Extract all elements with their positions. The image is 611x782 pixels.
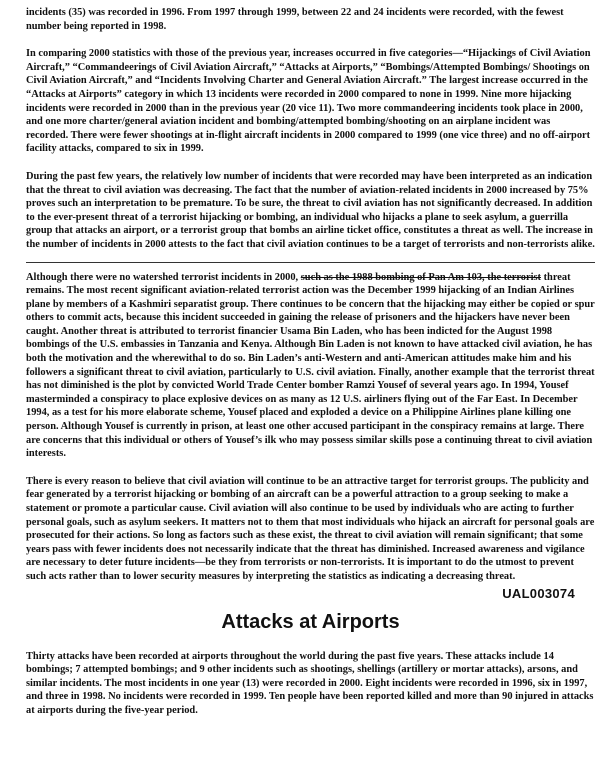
section-heading: Attacks at Airports bbox=[221, 610, 400, 633]
struck-through-text: such as the 1988 bombing of Pan Am 103, the terrorist bbox=[300, 271, 541, 283]
document-id: UAL003074 bbox=[502, 585, 575, 601]
paragraph-terrorist-threat-start: Although there were no watershed terrorist incidents in 2000, bbox=[26, 271, 301, 283]
divider-line bbox=[26, 262, 595, 263]
paragraph-airport-attacks: Thirty attacks have been recorded at airports throughout the world during the past five years. These attacks include 14 bombings; 7 attempted bombings; and 9 other incidents such as shootings, shellings (artillery or mortar attacks), arsons, and similar incidents. The most incidents in one year (13) were recorded in 2000. Eight incidents were recorded in 1996, six in 1997, and three in 1998. No incidents were recorded in 1999. Ten people have been reported killed and more than 90 injured in attacks at airports during the five-year period. bbox=[26, 650, 594, 716]
paragraph-threat-interpretation: During the past few years, the relatively low number of incidents that were recorded may have been interpreted as an indication that the threat to civil aviation was decreasing. The fact that the number of aviation-related incidents in 2000 increased by 75% proves such an interpretation to be premature. To be sure, the threat to civil aviation has not significantly decreased. In addition to the ever-present threat of a terrorist hijacking or bombing, an individual who hijacks a plane to seek asylum, a guerrilla group that attacks an airport, or a terrorist group that bombs an airline ticket office, constitutes a threat as well. The increase in the number of incidents in 2000 attests to the fact that civil aviation continues to be a target of terrorists and non-terrorists alike. bbox=[26, 170, 595, 250]
paragraph-2000-comparison: In comparing 2000 statistics with those of the previous year, increases occurred in five categories—“Hijackings of Civil Aviation Aircraft,” “Commandeerings of Civil Aviation Aircraft,” “Attacks at Airports,” “Bombings/Attempted Bombings/ Shootings on Civil Aviation Aircraft,” and “Incidents Involving Charter and General Aviation Aircraft.” The largest increase occurred in the “Attacks at Airports” category in which 13 incidents were recorded in 2000 compared to none in 1999. Nine more hijacking incidents were recorded in 2000 than in the previous year (20 vice 11). Two more commandeering incidents took place in 2000, and one more charter/general aviation incident and bombing/attempted bombing/shooting on an airplane incident was recorded. There were fewer shootings at in-flight aircraft incidents in 2000 compared to 1999 (one vice three) and no off-airport facility attacks, compared to six in 1999. bbox=[26, 48, 591, 155]
paragraph-terrorist-threat-rest: threat remains. The most recent significant aviation-related terrorist action was the December 1999 hijacking of an Indian Airlines plane by members of a Kashmiri separatist group. There continues to be concern that the hijacking may either be copied or spur others to commit acts, because this incident succeeded in gaining the release of prisoners and the hijackers have never been caught. Another threat is attributed to terrorist financier Usama Bin Laden, who has been indicted for the August 1998 bombings of the U.S. embassies in Tanzania and Kenya. Although Bin Laden is not known to have attacked civil aviation, he has both the motivation and the wherewithal to do so. Bin Laden’s anti-Western and anti-American attitudes make him and his followers a significant threat to civil aviation, particularly to U.S. civil aviation. Finally, another example that the terrorist threat has not diminished is the plot by convicted World Trade Center bomber Ramzi Yousef of several years ago. In 1994, Yousef masterminded a conspiracy to place explosive devices on as many as 12 U.S. airliners flying out of the Far East. In December 1994, as a test for his more elaborate scheme, Yousef placed and exploded a device on a Philippine Airlines plane killing one person. Although Yousef is currently in prison, at least one other accused participant in the conspiracy remains at large. There are concerns that this individual or others of Yousef’s ilk who may possess similar skills pose a continuing threat to civil aviation interests. bbox=[26, 271, 595, 460]
paragraph-continuing-target: There is every reason to believe that civil aviation will continue to be an attractive target for terrorist groups. The publicity and fear generated by a terrorist hijacking or bombing of an aircraft can be a powerful attraction to a group seeking to make a statement or promote a particular cause. Civil aviation will also continue to be used by individuals who are acting to further personal goals, such as asylum seekers. It matters not to them that most individuals who hijack an aircraft for personal goals are prosecuted for their actions. So long as factors such as these exist, the threat to civil aviation will remain significant; that some years pass with fewer incidents does not necessarily indicate that the threat has diminished. Increased awareness and vigilance are necessary to deter future incidents—be they from terrorists or non-terrorists. It is important to do the utmost to prevent such acts rather than to lower security measures by interpreting the statistics as indicating a decreasing threat. bbox=[26, 475, 595, 582]
paragraph-incident-counts: incidents (35) was recorded in 1996. From 1997 through 1999, between 22 and 24 incidents were recorded, with the fewest number being reported in 1998. bbox=[26, 7, 564, 32]
paragraph-terrorist-threat bbox=[26, 271, 595, 461]
